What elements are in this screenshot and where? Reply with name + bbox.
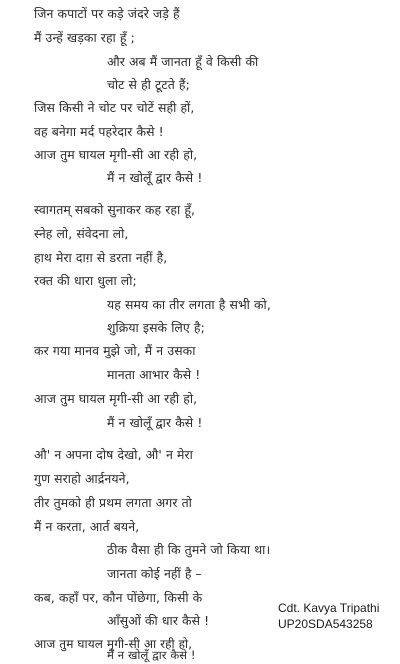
poem-line: यह समय का तीर लगता है सभी को, [107, 297, 271, 312]
poem-line: औ' न अपना दोष देखो, औ' न मेरा [34, 447, 193, 462]
poem-line: मैं न खोलूँ द्वार कैसे ! [107, 415, 203, 430]
poem-line: आज तुम घायल मृगी-सी आ रही हो, [34, 391, 198, 406]
poem-line: तीर तुमको ही प्रथम लगता अगर तो [34, 495, 192, 510]
poem-line: आज तुम घायल मृगी-सी आ रही हो, [34, 637, 193, 651]
poem-line: मैं न खोलूँ द्वार कैसे ! [107, 648, 196, 662]
poem-line: मैं उन्हें खड़का रहा हूँ ; [34, 30, 135, 45]
poem-line: स्वागतम् सबको सुनाकर कह रहा हूँ, [34, 202, 196, 217]
signature-name: Cdt. Kavya Tripathi [278, 601, 380, 615]
poem-line: शुक्रिया इसके लिए है; [107, 320, 205, 335]
poem-line: और अब मैं जानता हूँ वे किसी की [107, 54, 259, 69]
signature-id: UP20SDA543258 [278, 617, 373, 631]
poem-line: मैं न करता, आर्त बयने, [34, 519, 140, 534]
poem-line: गुण सराहो आर्द्रनयने, [34, 471, 130, 486]
poem-line: जिस किसी ने चोट पर चोटें सही हों, [34, 100, 195, 115]
poem-line: चोट से ही टूटते हैं; [107, 77, 190, 92]
poem-line: जानता कोई नहीं है – [107, 566, 202, 581]
poem-line: मैं न खोलूँ द्वार कैसे ! [107, 170, 203, 185]
poem-line: हाथ मेरा दाग़ से डरता नहीं है, [34, 250, 168, 265]
poem-line: मानता आभार कैसे ! [107, 367, 201, 382]
poem-line: स्नेह लो, संवेदना लो, [34, 226, 129, 241]
poem-line: कर गया मानव मुझे जो, मैं न उसका [34, 343, 196, 358]
signature-block [278, 600, 379, 632]
poem-line: आँसुओं की धार कैसे ! [107, 613, 210, 628]
poem-line: रक्त की धारा धुला लो; [34, 273, 137, 288]
poem-line: कब, कहाँ पर, कौन पोंछेगा, किसी के [34, 590, 203, 605]
poem-line: आज तुम घायल मृगी-सी आ रही हो, [34, 147, 198, 162]
poem-line: वह बनेगा मर्द पहरेदार कैसे ! [34, 124, 164, 139]
poem-line: ठीक वैसा ही कि तुमने जो किया था। [107, 542, 271, 557]
poem-line: जिन कपाटों पर कड़े जंदरे जड़े हैं [34, 6, 180, 21]
